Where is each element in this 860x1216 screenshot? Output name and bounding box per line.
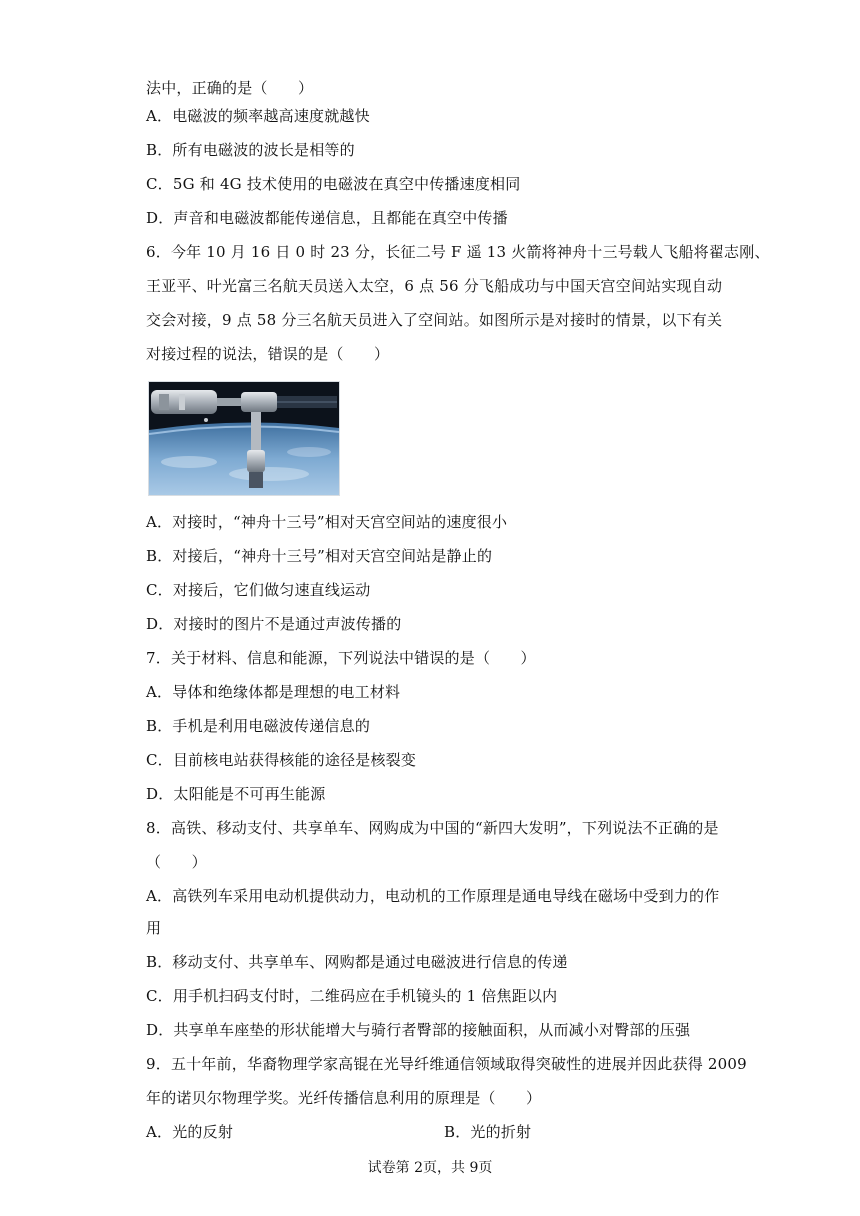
q6-stem-line-4: 对接过程的说法，错误的是（ ） (146, 345, 390, 363)
q5-option-c: C．5G 和 4G 技术使用的电磁波在真空中传播速度相同 (146, 175, 521, 193)
q8-stem-line-1: 8．高铁、移动支付、共享单车、网购成为中国的“新四大发明”，下列说法不正确的是 (146, 819, 719, 837)
q6-option-d: D．对接时的图片不是通过声波传播的 (146, 615, 402, 633)
q6-stem-line-3: 交会对接，9 点 58 分三名航天员进入了空间站。如图所示是对接时的情景，以下有关 (146, 311, 723, 329)
q7-option-a: A．导体和绝缘体都是理想的电工材料 (146, 683, 401, 701)
q6-stem-line-1: 6．今年 10 月 16 日 0 时 23 分，长征二号 F 遥 13 火箭将神舟十三号载人飞船将翟志刚、 (146, 243, 770, 261)
q6-option-a: A．对接时，“神舟十三号”相对天宫空间站的速度很小 (146, 513, 508, 531)
page-footer: 试卷第 2页，共 9页 (367, 1160, 493, 1176)
q8-stem-line-2: （ ） (146, 853, 207, 871)
q5-option-b: B．所有电磁波的波长是相等的 (146, 141, 355, 159)
docking-photo (148, 381, 340, 496)
q9-option-b: B．光的折射 (444, 1123, 532, 1141)
q7-option-b: B．手机是利用电磁波传递信息的 (146, 717, 371, 735)
q8-option-b: B．移动支付、共享单车、网购都是通过电磁波进行信息的传递 (146, 953, 568, 971)
q8-option-a-line-1: A．高铁列车采用电动机提供动力，电动机的工作原理是通电导线在磁场中受到力的作 (146, 887, 720, 905)
q9-option-a: A．光的反射 (146, 1123, 234, 1141)
q9-stem-line-1: 9．五十年前，华裔物理学家高锟在光导纤维通信领域取得突破性的进展并因此获得 2009 (146, 1055, 747, 1073)
q8-option-a-line-2: 用 (146, 919, 162, 937)
q8-option-c: C．用手机扫码支付时，二维码应在手机镜头的 1 倍焦距以内 (146, 987, 558, 1005)
q7-stem: 7．关于材料、信息和能源，下列说法中错误的是（ ） (146, 649, 536, 667)
q5-option-a: A．电磁波的频率越高速度就越快 (146, 107, 370, 125)
q5-stem-end: 法中，正确的是（ ） (146, 79, 314, 97)
q9-stem-line-2: 年的诺贝尔物理学奖。光纤传播信息利用的原理是（ ） (146, 1089, 542, 1107)
q6-option-b: B．对接后，“神舟十三号”相对天宫空间站是静止的 (146, 547, 493, 565)
q6-option-c: C．对接后，它们做匀速直线运动 (146, 581, 371, 599)
q7-option-d: D．太阳能是不可再生能源 (146, 785, 326, 803)
q6-stem-line-2: 王亚平、叶光富三名航天员送入太空，6 点 56 分飞船成功与中国天宫空间站实现自动 (146, 277, 723, 295)
q8-option-d: D．共享单车座垫的形状能增大与骑行者臀部的接触面积，从而减小对臀部的压强 (146, 1021, 691, 1039)
space-station-image (149, 382, 339, 495)
q7-option-c: C．目前核电站获得核能的途径是核裂变 (146, 751, 417, 769)
q5-option-d: D．声音和电磁波都能传递信息，且都能在真空中传播 (146, 209, 508, 227)
